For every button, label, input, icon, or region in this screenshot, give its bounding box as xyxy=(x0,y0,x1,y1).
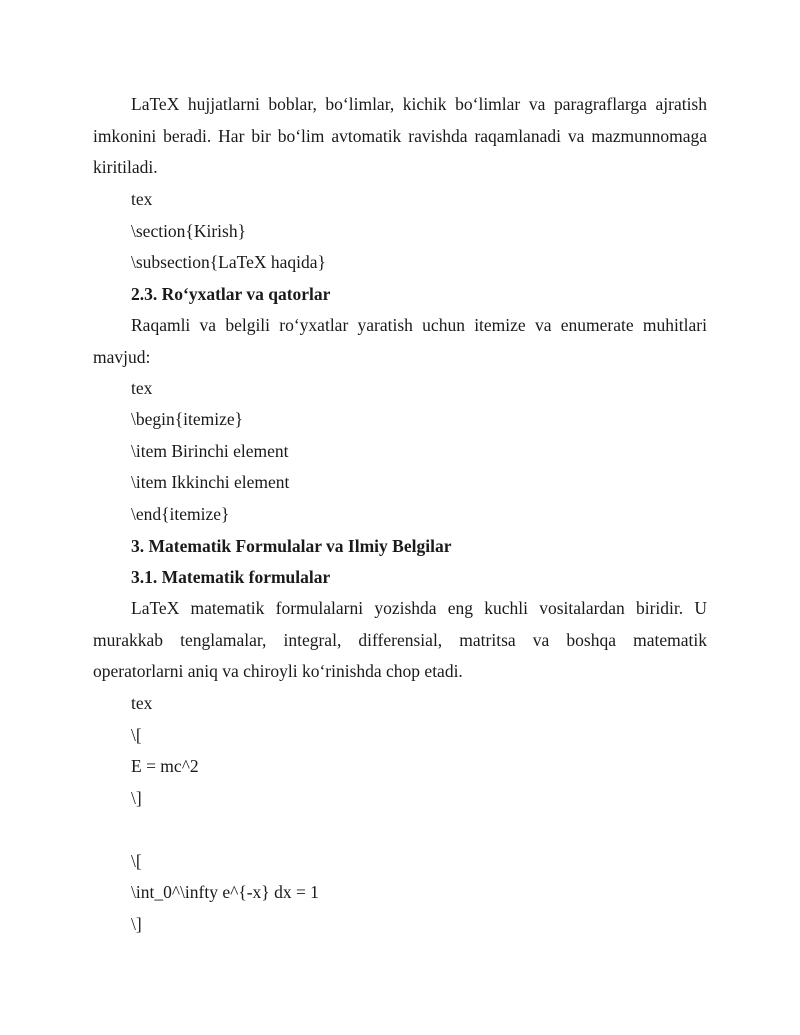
section-heading-3-1: 3.1. Matematik formulalar xyxy=(131,567,331,587)
paragraph-math: LaTeX matematik formulalarni yozishda eng kuchli vositalardan biridir. U murakkab tenglamalar, integral, differensial, matritsa va boshqa matematik operatorlarni aniq va chiroyli ko‘rinishda chop etadi. xyxy=(93,598,707,681)
code-lang-label: tex xyxy=(131,189,153,209)
section-heading-2-3: 2.3. Ro‘yxatlar va qatorlar xyxy=(131,284,331,304)
code-line: \[ xyxy=(131,851,142,871)
code-line: \section{Kirish} xyxy=(131,221,246,241)
code-line: \begin{itemize} xyxy=(131,409,244,429)
code-line: \] xyxy=(131,914,142,934)
section-heading-3: 3. Matematik Formulalar va Ilmiy Belgilar xyxy=(131,536,452,556)
paragraph-intro: LaTeX hujjatlarni boblar, bo‘limlar, kichik bo‘limlar va paragraflarga ajratish imkonini beradi. Har bir bo‘lim avtomatik ravishda raqamlanadi va mazmunnomaga kiritiladi. xyxy=(93,94,707,177)
code-line: \end{itemize} xyxy=(131,504,230,524)
code-line: \item Birinchi element xyxy=(131,441,289,461)
code-line: \] xyxy=(131,788,142,808)
code-line: \int_0^\infty e^{-x} dx = 1 xyxy=(131,882,319,902)
code-line: \subsection{LaTeX haqida} xyxy=(131,252,326,272)
code-line: \[ xyxy=(131,725,142,745)
code-lang-label: tex xyxy=(131,378,153,398)
code-line: \item Ikkinchi element xyxy=(131,472,290,492)
code-line: E = mc^2 xyxy=(131,756,199,776)
paragraph-lists: Raqamli va belgili ro‘yxatlar yaratish uchun itemize va enumerate muhitlari mavjud: xyxy=(93,315,707,367)
code-lang-label: tex xyxy=(131,693,153,713)
